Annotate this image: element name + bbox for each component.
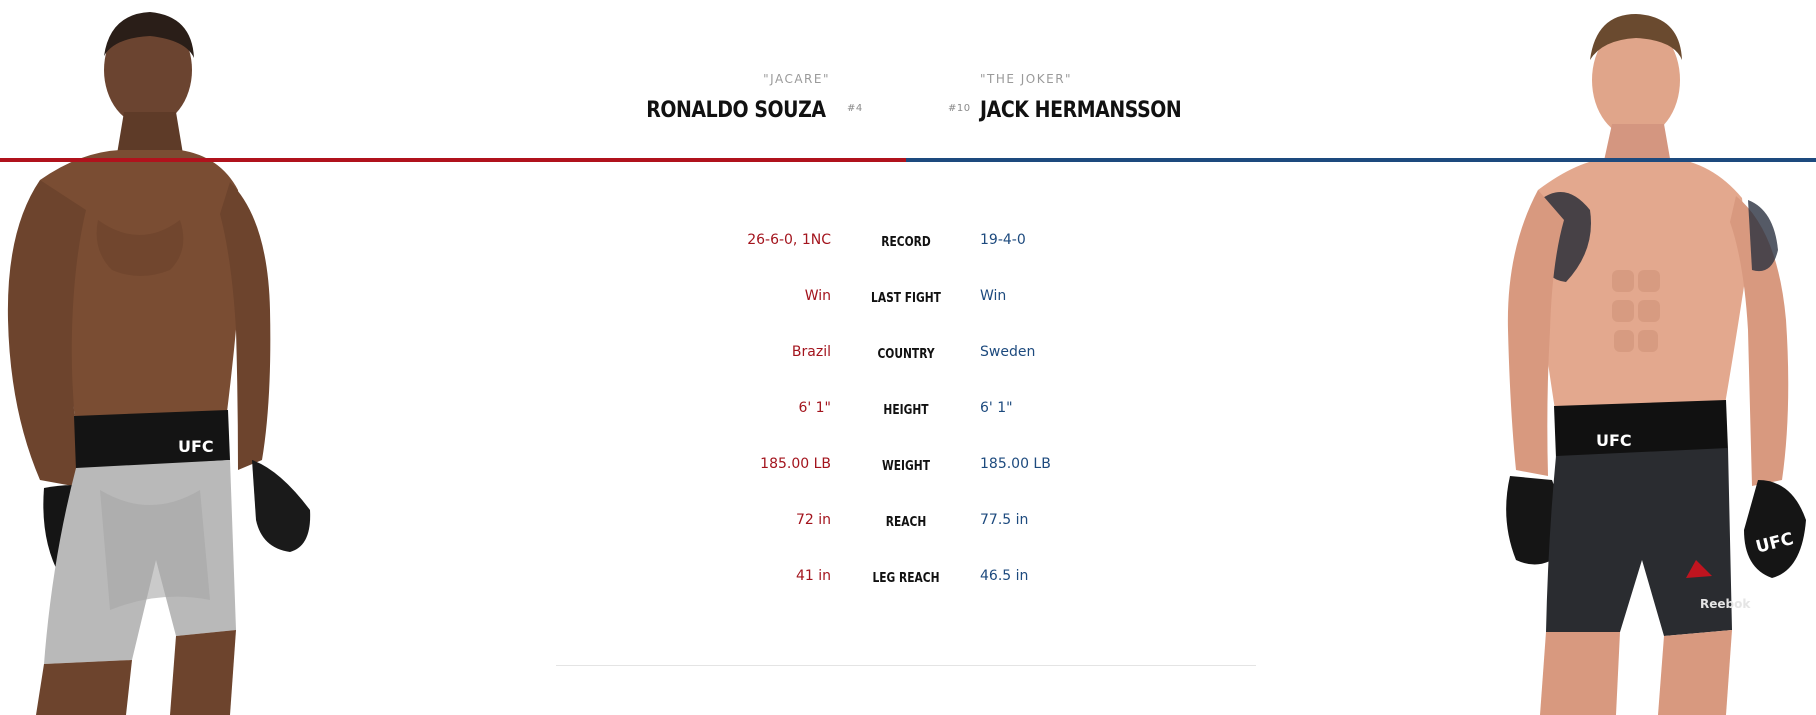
stat-red-value: 6' 1" [798,400,831,416]
stat-label: RECORD [881,235,931,250]
stat-red-value: 72 in [795,512,831,528]
stat-label: LEG REACH [872,571,940,586]
stat-blue-value: Win [980,288,1007,304]
stat-blue-value: 185.00 LB [980,456,1051,472]
shorts-logo: UFC [178,437,214,456]
stat-red-value: 41 in [795,568,831,584]
red-corner-line [0,158,906,162]
stat-row-reach [0,512,1816,536]
stat-label: HEIGHT [883,403,929,418]
stat-row-height [0,400,1816,424]
blue-corner-line [906,158,1816,162]
bottom-divider [556,665,1256,666]
stat-blue-value: 46.5 in [980,568,1029,584]
fighter-red-name[interactable]: RONALDO SOUZA [646,98,826,123]
stat-red-value: Brazil [791,344,831,360]
stat-label: REACH [885,515,927,530]
stat-label: WEIGHT [882,459,930,474]
fighter-blue-rank: #10 [948,103,971,114]
shorts-logo-blue: UFC [1596,431,1632,450]
stat-blue-value: 77.5 in [980,512,1029,528]
fighter-blue-name[interactable]: JACK HERMANSSON [980,98,1182,123]
stat-row-last-fight [0,288,1816,312]
stat-red-value: Win [804,288,831,304]
stat-red-value: 26-6-0, 1NC [747,232,831,248]
stat-blue-value: 6' 1" [980,400,1013,416]
stat-row-record [0,232,1816,256]
stat-row-country [0,344,1816,368]
stat-label: LAST FIGHT [871,291,941,306]
stat-red-value: 185.00 LB [760,456,831,472]
stat-row-leg-reach [0,568,1816,592]
stat-label: COUNTRY [877,347,935,362]
right-glove-logo: UFC [1753,528,1796,558]
fighter-red-nickname: "JACARE" [763,72,830,86]
stat-row-weight [0,456,1816,480]
fighter-blue-nickname: "THE JOKER" [980,72,1073,86]
stat-blue-value: 19-4-0 [980,232,1026,248]
shorts-sponsor: Reebok [1700,597,1751,611]
stat-blue-value: Sweden [980,344,1036,360]
fighter-red-rank: #4 [847,103,863,114]
